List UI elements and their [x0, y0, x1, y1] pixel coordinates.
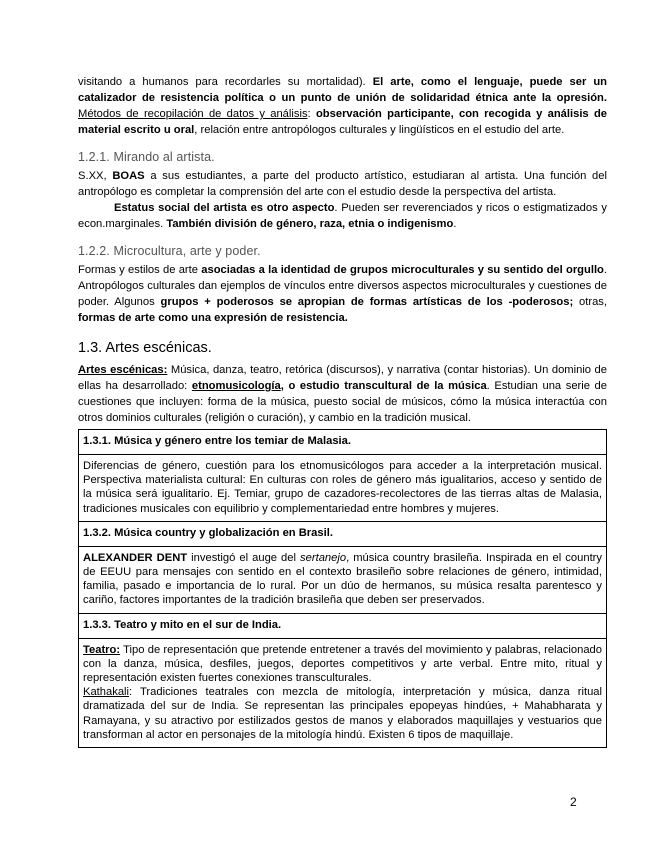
page-number: 2	[570, 795, 577, 809]
section-heading-1-3: 1.3. Artes escénicas.	[78, 340, 212, 356]
page-content	[78, 74, 607, 748]
underline-run: Métodos de recopilación de datos y análisis	[78, 108, 308, 120]
bold-run: , o estudio transcultural de la música	[280, 380, 487, 392]
subsection-title-1-3-1: 1.3.1. Música y género entre los temiar de Malasia.	[79, 430, 606, 455]
italic-run: sertanejo	[300, 551, 347, 564]
paragraph-boas	[78, 168, 607, 200]
subsection-body-1-3-1	[79, 455, 606, 522]
subsection-body-1-3-3	[79, 639, 606, 747]
subsections-table	[78, 429, 607, 748]
bold-run: ALEXANDER DENT	[83, 551, 188, 564]
paragraph-artes-escenicas	[78, 362, 607, 426]
text-run: , música country brasileña. Inspirada en el country de EEUU para mensajes con sentido en el contexto brasileño sobre relaciones de género, intimidad, familia, pasado e importancia de lo rural. Por un dúo de hermanos, su música resalta parentesco y cariño, factores importantes de la tradición brasileña que deben ser preservados.	[83, 551, 602, 607]
text-run: otras,	[573, 296, 607, 308]
text-run: Tipo de representación que pretende entretener a través del movimiento y palabras, relacionado con la danza, música, desfiles, juegos, deportes competitivos y arte verbal. Entre mito, ritual y representación existen fuertes conexiones transculturales.	[83, 643, 602, 685]
subsection-title-1-3-2: 1.3.2. Música country y globalización en Brasil.	[79, 522, 606, 547]
paragraph-estatus	[78, 200, 607, 232]
bold-run: observación participante, con recogida y análisis de material escrito u oral	[78, 108, 607, 136]
paragraph-microcultura	[78, 262, 607, 326]
text-run: , relación entre antropólogos culturales y lingüísticos en el estudio del arte.	[194, 124, 565, 136]
subsection-title-1-3-3: 1.3.3. Teatro y mito en el sur de India.	[79, 614, 606, 639]
text-run: S.XX,	[78, 170, 113, 182]
subsection-body-1-3-2	[79, 547, 606, 614]
bold-run: BOAS	[112, 170, 145, 182]
section-heading-1-2-1: 1.2.1. Mirando al artista.	[78, 150, 215, 164]
text-run: a sus estudiantes, a parte del producto artístico, estudiaran al artista. Una función del antropólogo es completar la comprensión del arte con el estudio desde la perspectiva del artista.	[78, 170, 607, 198]
bold-run: grupos + poderosos se apropian de formas artísticas de los -poderosos;	[160, 296, 574, 308]
paragraph-teatro	[83, 643, 602, 686]
text-run: investigó el auge del	[187, 551, 301, 564]
bold-run: Estatus social del artista es otro aspecto	[114, 202, 335, 214]
text-run: visitando a humanos para recordarles su mortalidad).	[78, 76, 373, 88]
underline-run: Kathakali	[83, 686, 130, 699]
intro-paragraph	[78, 74, 607, 138]
text-run: . Estudian una serie de cuestiones que incluyen: forma de la música, puesto social de músicos, cómo la música interactúa con otros dominios culturales (religión o curación), y cambio en la tradición musical.	[78, 380, 607, 424]
underline-run: Artes escénicas:	[78, 364, 168, 376]
text-run: .	[453, 218, 457, 230]
text-run: . Pueden ser reverenciados y ricos o estigmatizados y econ.marginales.	[78, 202, 607, 230]
paragraph-kathakali	[83, 685, 602, 742]
paragraph-temiar: Diferencias de género, cuestión para los etnomusicólogos para acceder a la interpretación musical. Perspectiva materialista cultural: En culturas con roles de género más igualitarios, acceso y sentido de la música será igualitario. Ej. Temiar, grupo de cazadores-recolectores de las tierras altas de Malasia, tradiciones musicales con equilibrio y complementariedad entre hombres y mujeres.	[83, 460, 602, 515]
bold-run: El arte, como el lenguaje, puede ser un catalizador de resistencia política o un punto de unión de solidaridad étnica ante la opresión.	[78, 76, 607, 104]
underline-run: Teatro:	[83, 643, 121, 656]
text-run: : Tradiciones teatrales con mezcla de mitología, interpretación y música, danza ritual dramatizada del sur de India. Se representan las principales epopeyas hindúes, + Mahabharata y Ramayana, y su atractivo por estilizados gestos de manos y elaborados maquillajes y vestuarios que transforman al actor en personajes de la mitología hindú. Existen 6 tipos de maquillaje.	[83, 686, 602, 741]
text-run: Música, danza, teatro, retórica (discursos), y narrativa (contar historias). Un dominio de ellas ha desarrollado:	[78, 364, 607, 392]
bold-run: formas de arte como una expresión de resistencia.	[78, 312, 348, 324]
text-run: . Antropólogos culturales dan ejemplos de vínculos entre diversos aspectos microculturales y cuestiones de poder. Algunos	[78, 264, 608, 308]
underline-run: etnomusicología	[191, 380, 281, 392]
bold-run: También división de género, raza, etnia o indigenismo	[166, 218, 454, 230]
section-heading-1-2-2: 1.2.2. Microcultura, arte y poder.	[78, 244, 261, 258]
paragraph-sertanejo	[83, 551, 602, 608]
text-run: :	[307, 108, 316, 120]
bold-run: asociadas a la identidad de grupos microculturales y su sentido del orgullo	[201, 264, 604, 276]
text-run: Formas y estilos de arte	[78, 264, 202, 276]
